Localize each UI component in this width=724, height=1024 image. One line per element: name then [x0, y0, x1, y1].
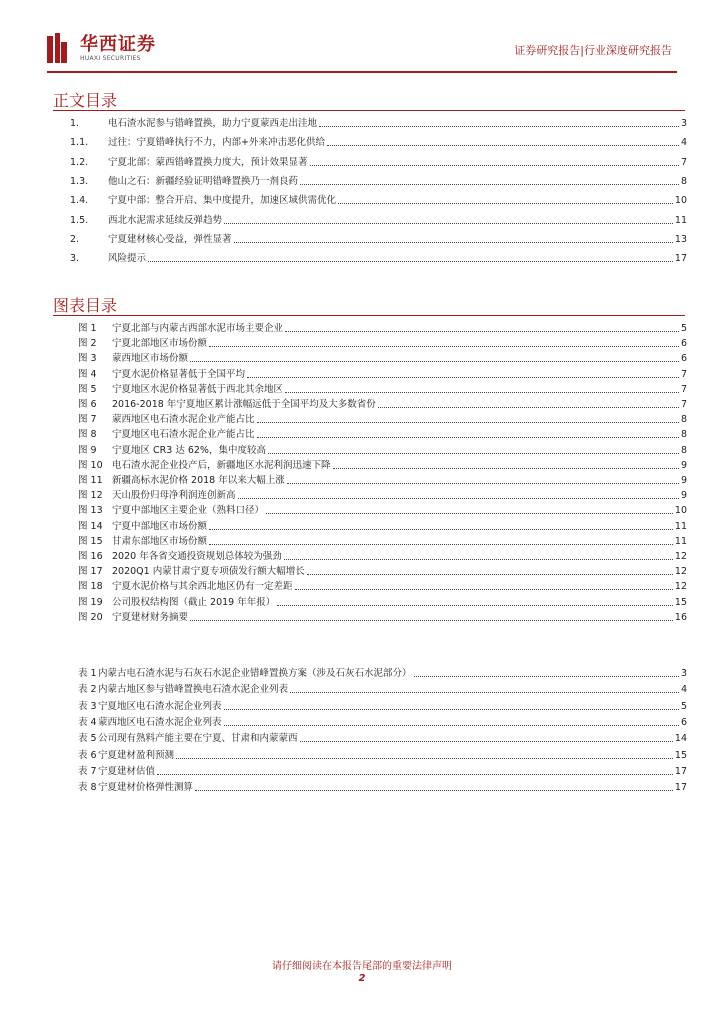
figure-item-title: 宁夏北部地区市场份额 [112, 338, 208, 350]
logo-english-name: HUAXI SECURITIES [80, 55, 141, 62]
contents-item-page: 7 [680, 156, 687, 168]
table-item-title: 宁夏建材估值 [98, 765, 156, 777]
figure-item-title: 公司股权结构图（截止 2019 年年报） [112, 596, 276, 608]
leader-dots [268, 453, 679, 454]
figure-item-title: 宁夏地区电石渣水泥企业产能占比 [112, 429, 255, 441]
leader-dots [414, 676, 679, 677]
figure-item-page: 12 [674, 566, 687, 578]
table-item-row[interactable] [78, 679, 687, 696]
contents-item-title: 过往：宁夏错峰执行不力，内部+外来冲击恶化供给 [108, 137, 325, 149]
leader-dots [209, 544, 673, 545]
leader-dots [190, 620, 673, 621]
figure-item-number: 图 9 [78, 444, 97, 456]
table-item-row[interactable] [78, 712, 687, 729]
figure-item-number: 图 14 [78, 520, 103, 532]
figure-item-title: 宁夏中部地区市场份额 [112, 520, 208, 532]
figure-item-page: 12 [674, 581, 687, 593]
table-item-number: 表 5 [78, 733, 97, 745]
table-item-row[interactable] [78, 777, 687, 794]
figure-item-number: 图 7 [78, 414, 97, 426]
table-item-row[interactable] [78, 728, 687, 745]
leader-dots [238, 498, 679, 499]
contents-item-number: 1.5. [70, 214, 89, 226]
contents-item-row[interactable] [70, 113, 687, 130]
table-item-number: 表 4 [78, 716, 97, 728]
table-item-row[interactable] [78, 663, 687, 680]
table-item-title: 内蒙古电石渣水泥与石灰石水泥企业错峰置换方案（涉及石灰石水泥部分） [98, 668, 412, 679]
leader-dots [378, 407, 679, 408]
contents-item-number: 1.4. [70, 195, 89, 207]
leader-dots [209, 346, 679, 347]
contents-item-page: 8 [680, 175, 687, 187]
figure-item-number: 图 16 [78, 551, 103, 562]
header-divider [47, 71, 677, 73]
contents-item-page: 10 [674, 195, 687, 207]
figure-item-page: 9 [680, 475, 687, 486]
contents-item-row[interactable] [70, 229, 687, 246]
leader-dots [285, 392, 679, 393]
table-item-title: 宁夏建材价格弹性测算 [98, 782, 194, 794]
huaxi-logo-icon [47, 33, 67, 63]
leader-dots [285, 331, 679, 332]
figure-item-page: 8 [680, 414, 687, 426]
figure-item-number: 图 15 [78, 535, 103, 547]
figure-item-title: 2020Q1 内蒙甘肃宁夏专项债发行额大幅增长 [112, 566, 305, 578]
contents-item-title: 宁夏中部：整合开启、集中度提升，加速区域供需优化 [108, 195, 337, 207]
figure-item-title: 宁夏北部与内蒙古西部水泥市场主要企业 [112, 323, 284, 334]
figure-item-number: 图 3 [78, 353, 97, 365]
contents-item-row[interactable] [70, 152, 687, 169]
table-item-number: 表 8 [78, 782, 97, 794]
figures-title: 图表目录 [53, 296, 118, 315]
contents-item-page: 13 [674, 233, 687, 245]
leader-dots [300, 741, 673, 742]
figure-item-title: 宁夏建材财务摘要 [112, 611, 189, 623]
table-item-row[interactable] [78, 761, 687, 778]
figure-item-title: 新疆高标水泥价格 2018 年以来大幅上涨 [112, 475, 285, 486]
table-item-title: 蒙西地区电石渣水泥企业列表 [98, 716, 222, 728]
contents-item-row[interactable] [70, 190, 687, 207]
figure-item-title: 电石渣水泥企业投产后，新疆地区水泥利润迅速下降 [112, 459, 331, 471]
page-number: 2 [358, 973, 366, 984]
contents-item-title: 西北水泥需求延续反弹趋势 [108, 214, 223, 226]
table-item-number: 表 3 [78, 700, 97, 712]
leader-dots [148, 261, 673, 262]
table-item-page: 5 [680, 700, 687, 712]
contents-item-title: 宁夏建材核心受益，弹性显著 [108, 233, 232, 245]
contents-item-title: 电石渣水泥参与错峰置换，助力宁夏蒙西走出洼地 [108, 118, 318, 129]
table-item-page: 14 [674, 733, 687, 745]
table-item-page: 6 [680, 716, 687, 728]
figure-item-title: 宁夏地区 CR3 达 62%，集中度较高 [112, 444, 266, 456]
contents-item-number: 1. [70, 118, 80, 129]
contents-item-number: 1.1. [70, 137, 89, 149]
table-item-page: 15 [674, 749, 687, 761]
figure-item-page: 8 [680, 444, 687, 456]
contents-item-row[interactable] [70, 171, 687, 188]
table-item-row[interactable] [78, 745, 687, 762]
figure-item-number: 图 10 [78, 459, 103, 471]
leader-dots [257, 437, 679, 438]
table-item-number: 表 6 [78, 749, 97, 761]
figure-item-number: 图 12 [78, 490, 103, 502]
figure-item-title: 蒙西地区电石渣水泥企业产能占比 [112, 414, 255, 426]
leader-dots [224, 223, 673, 224]
leader-dots [247, 377, 679, 378]
figure-item-page: 11 [674, 535, 687, 547]
table-item-title: 内蒙古地区参与错峰置换电石渣水泥企业列表 [98, 684, 289, 696]
leader-dots [287, 483, 679, 484]
leader-dots [190, 361, 679, 362]
logo-chinese-name: 华西证券 [80, 34, 156, 55]
leader-dots [277, 605, 673, 606]
contents-item-number: 1.2. [70, 156, 89, 168]
contents-item-row[interactable] [70, 210, 687, 227]
leader-dots [224, 725, 679, 726]
figure-item-number: 图 8 [78, 429, 97, 441]
figure-item-page: 6 [680, 338, 687, 350]
contents-item-title: 他山之石：新疆经验证明错峰置换乃一剂良药 [108, 175, 299, 187]
figure-item-page: 6 [680, 353, 687, 365]
leader-dots [327, 145, 679, 146]
leader-dots [195, 790, 673, 791]
leader-dots [284, 559, 673, 560]
figure-item-title: 天山股份归母净利润连创新高 [112, 490, 236, 502]
figure-item-number: 图 11 [78, 475, 103, 486]
leader-dots [176, 758, 673, 759]
leader-dots [307, 574, 673, 575]
table-item-title: 公司现有熟料产能主要在宁夏、甘肃和内蒙蒙西 [98, 733, 298, 745]
figure-item-row[interactable] [78, 607, 687, 624]
table-item-page: 3 [680, 668, 687, 679]
figure-item-page: 5 [680, 323, 687, 334]
table-item-number: 表 1 [78, 668, 97, 679]
figure-item-page: 7 [680, 383, 687, 395]
figure-item-title: 甘肃东部地区市场份额 [112, 535, 208, 547]
figure-item-page: 10 [674, 505, 687, 517]
figure-item-number: 图 19 [78, 596, 103, 608]
contents-item-page: 17 [674, 253, 687, 265]
figure-item-number: 图 2 [78, 338, 97, 350]
contents-item-number: 2. [70, 233, 80, 245]
figure-item-page: 8 [680, 429, 687, 441]
contents-item-number: 1.3. [70, 175, 89, 187]
contents-title-rule [53, 110, 685, 111]
table-item-title: 宁夏地区电石渣水泥企业列表 [98, 700, 222, 712]
leader-dots [310, 165, 679, 166]
report-type-label: 证券研究报告|行业深度研究报告 [514, 44, 672, 57]
table-item-row[interactable] [78, 696, 687, 713]
table-item-page: 17 [674, 782, 687, 794]
figure-item-title: 宁夏水泥价格显著低于全国平均 [112, 368, 246, 380]
figure-item-title: 蒙西地区市场份额 [112, 353, 189, 365]
figure-item-number: 图 17 [78, 566, 103, 578]
contents-item-page: 4 [680, 137, 687, 149]
figure-item-number: 图 20 [78, 611, 103, 623]
contents-item-page: 3 [680, 118, 687, 129]
contents-item-page: 11 [674, 214, 687, 226]
figure-item-page: 7 [680, 399, 687, 410]
contents-item-title: 宁夏北部：蒙西错峰置换力度大，预计效果显著 [108, 156, 308, 168]
figure-item-title: 宁夏中部地区主要企业（熟料口径） [112, 505, 265, 517]
leader-dots [266, 513, 673, 514]
leader-dots [319, 126, 679, 127]
leader-dots [157, 774, 673, 775]
leader-dots [224, 709, 679, 710]
contents-item-title: 风险提示 [108, 253, 147, 265]
table-item-page: 4 [680, 684, 687, 696]
contents-item-row[interactable] [70, 132, 687, 149]
table-item-page: 17 [674, 765, 687, 777]
figures-title-rule [53, 315, 685, 316]
contents-title: 正文目录 [53, 91, 118, 110]
figure-item-number: 图 18 [78, 581, 103, 593]
figure-item-page: 12 [674, 551, 687, 562]
leader-dots [300, 184, 679, 185]
figure-item-page: 9 [680, 459, 687, 471]
figure-item-title: 宁夏地区水泥价格显著低于西北其余地区 [112, 383, 284, 395]
leader-dots [338, 203, 673, 204]
figure-item-number: 图 6 [78, 399, 97, 410]
contents-item-row[interactable] [70, 248, 687, 265]
figure-item-title: 宁夏水泥价格与其余西北地区仍有一定差距 [112, 581, 293, 593]
figure-item-number: 图 4 [78, 368, 97, 380]
leader-dots [209, 529, 673, 530]
figure-item-page: 15 [674, 596, 687, 608]
figure-item-number: 图 1 [78, 323, 97, 334]
figure-item-title: 2020 年各省交通投资规划总体较为强劲 [112, 551, 282, 562]
figure-item-page: 7 [680, 368, 687, 380]
legal-disclaimer: 请仔细阅读在本报告尾部的重要法律声明 [272, 961, 452, 972]
figure-item-number: 图 13 [78, 505, 103, 517]
figure-item-page: 16 [674, 611, 687, 623]
page-header [0, 0, 724, 75]
leader-dots [333, 468, 679, 469]
table-item-number: 表 7 [78, 765, 97, 777]
contents-item-number: 3. [70, 253, 80, 265]
leader-dots [295, 589, 673, 590]
leader-dots [257, 422, 679, 423]
figure-item-page: 9 [680, 490, 687, 502]
leader-dots [234, 242, 673, 243]
figure-item-page: 11 [674, 520, 687, 532]
table-item-title: 宁夏建材盈利预测 [98, 749, 175, 761]
table-item-number: 表 2 [78, 684, 97, 696]
leader-dots [290, 692, 679, 693]
figure-item-title: 2016-2018 年宁夏地区累计涨幅远低于全国平均及大多数省份 [112, 399, 376, 410]
figure-item-number: 图 5 [78, 383, 97, 395]
